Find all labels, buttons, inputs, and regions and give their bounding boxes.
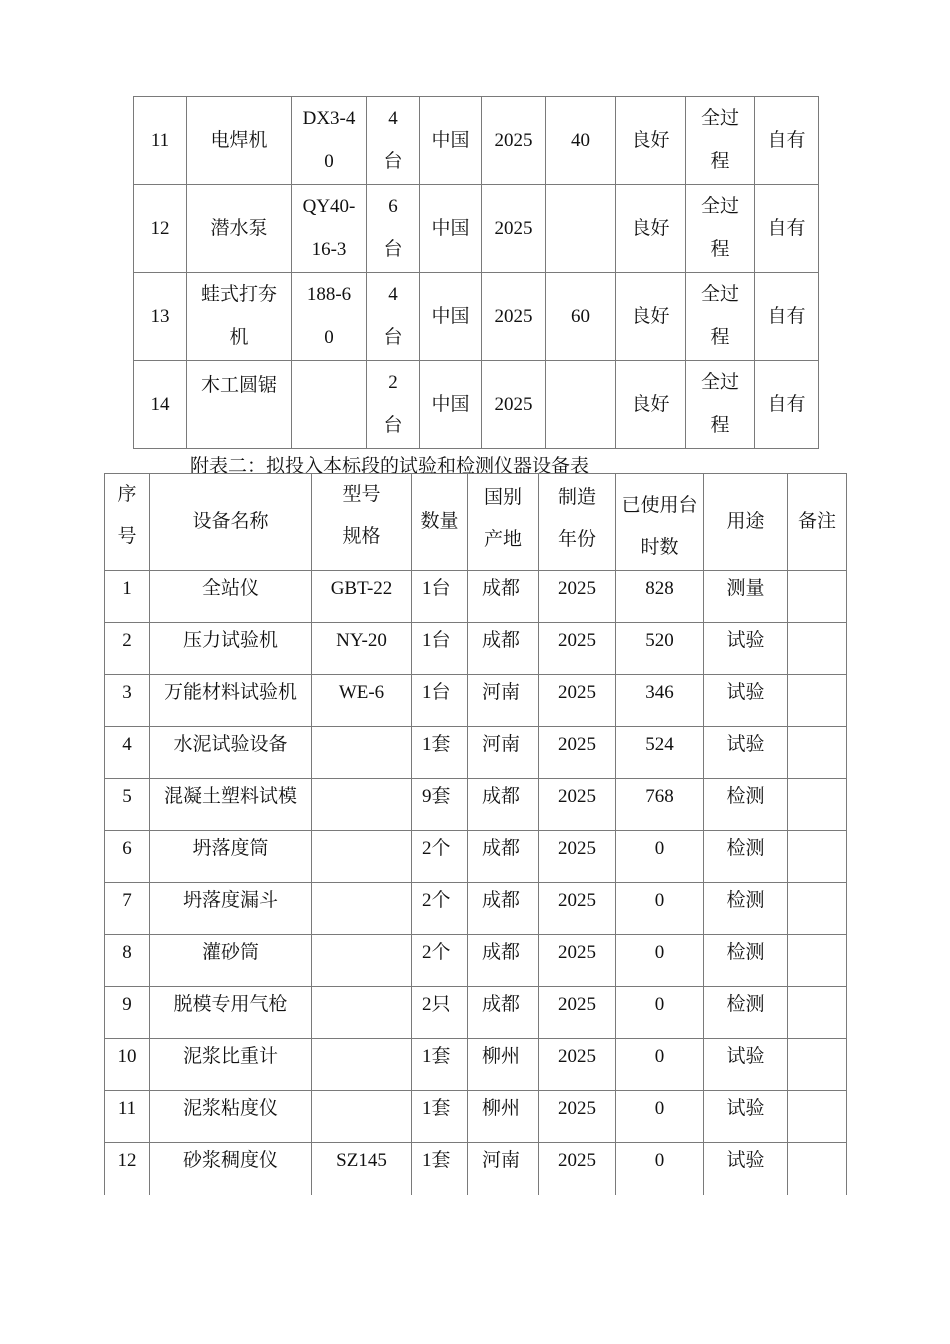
cell-remark — [788, 675, 847, 727]
cell-model: WE-6 — [312, 675, 412, 727]
header-year: 制造 年份 — [539, 474, 616, 571]
cell-model — [292, 361, 367, 449]
test-equipment-table — [104, 473, 847, 1195]
cell-hours: 0 — [616, 1039, 704, 1091]
table-row — [105, 675, 847, 727]
cell-remark — [788, 571, 847, 623]
cell-no: 2 — [105, 623, 150, 675]
cell-name: 泥浆粘度仪 — [150, 1091, 312, 1143]
cell-purpose: 检测 — [704, 883, 788, 935]
cell-model — [312, 1091, 412, 1143]
cell-year: 2025 — [539, 623, 616, 675]
cell-qty: 1台 — [412, 675, 468, 727]
cell-hours: 0 — [616, 1143, 704, 1195]
header-model: 型号 规格 — [312, 474, 412, 571]
cell-model — [312, 883, 412, 935]
cell-status: 良好 — [616, 185, 686, 273]
cell-model — [312, 1039, 412, 1091]
table-row — [134, 361, 819, 449]
cell-name: 木工圆锯 — [187, 361, 292, 449]
cell-status: 良好 — [616, 273, 686, 361]
cell-remark — [788, 935, 847, 987]
equipment-table-continued — [133, 96, 819, 449]
cell-no: 7 — [105, 883, 150, 935]
cell-year: 2025 — [482, 185, 546, 273]
cell-name: 砂浆稠度仪 — [150, 1143, 312, 1195]
cell-no: 12 — [105, 1143, 150, 1195]
header-name: 设备名称 — [150, 474, 312, 571]
cell-hours: 524 — [616, 727, 704, 779]
cell-status: 良好 — [616, 97, 686, 185]
cell-power: 60 — [546, 273, 616, 361]
cell-remark — [788, 1091, 847, 1143]
header-qty: 数量 — [412, 474, 468, 571]
cell-name: 全站仪 — [150, 571, 312, 623]
cell-no: 12 — [134, 185, 187, 273]
cell-no: 10 — [105, 1039, 150, 1091]
cell-year: 2025 — [482, 361, 546, 449]
cell-no: 14 — [134, 361, 187, 449]
cell-origin: 成都 — [468, 779, 539, 831]
table-row — [105, 727, 847, 779]
cell-owner: 自有 — [755, 185, 819, 273]
cell-name: 坍落度筒 — [150, 831, 312, 883]
cell-qty: 4 台 — [367, 97, 420, 185]
cell-year: 2025 — [539, 675, 616, 727]
cell-no: 8 — [105, 935, 150, 987]
cell-no: 11 — [134, 97, 187, 185]
table-row — [105, 1143, 847, 1195]
cell-origin: 河南 — [468, 675, 539, 727]
table-row — [134, 185, 819, 273]
table-row — [105, 1091, 847, 1143]
header-purpose: 用途 — [704, 474, 788, 571]
cell-model — [312, 831, 412, 883]
table-row — [105, 1039, 847, 1091]
cell-name: 压力试验机 — [150, 623, 312, 675]
cell-model: DX3-4 0 — [292, 97, 367, 185]
cell-name: 蛙式打夯 机 — [187, 273, 292, 361]
cell-year: 2025 — [482, 273, 546, 361]
cell-model: GBT-22 — [312, 571, 412, 623]
cell-name: 混凝土塑料试模 — [150, 779, 312, 831]
cell-qty: 1套 — [412, 727, 468, 779]
cell-owner: 自有 — [755, 97, 819, 185]
cell-year: 2025 — [539, 883, 616, 935]
table-row — [134, 273, 819, 361]
cell-year: 2025 — [539, 1143, 616, 1195]
cell-remark — [788, 623, 847, 675]
cell-year: 2025 — [539, 571, 616, 623]
cell-year: 2025 — [539, 1091, 616, 1143]
cell-no: 13 — [134, 273, 187, 361]
cell-origin: 河南 — [468, 1143, 539, 1195]
cell-year: 2025 — [539, 779, 616, 831]
cell-year: 2025 — [539, 727, 616, 779]
cell-origin: 成都 — [468, 571, 539, 623]
cell-country: 中国 — [420, 361, 482, 449]
table-row — [105, 571, 847, 623]
cell-qty: 2个 — [412, 883, 468, 935]
cell-remark — [788, 1143, 847, 1195]
cell-year: 2025 — [539, 935, 616, 987]
cell-qty: 1套 — [412, 1091, 468, 1143]
cell-year: 2025 — [539, 831, 616, 883]
cell-model: NY-20 — [312, 623, 412, 675]
cell-qty: 1台 — [412, 571, 468, 623]
table-row — [105, 831, 847, 883]
header-origin: 国别 产地 — [468, 474, 539, 571]
cell-qty: 2个 — [412, 831, 468, 883]
cell-model — [312, 727, 412, 779]
cell-usage: 全过 程 — [686, 273, 755, 361]
cell-model: QY40- 16-3 — [292, 185, 367, 273]
table2-caption: 附表二：拟投入本标段的试验和检测仪器设备表 — [190, 456, 590, 477]
table-row — [105, 883, 847, 935]
cell-hours: 0 — [616, 935, 704, 987]
cell-owner: 自有 — [755, 273, 819, 361]
cell-no: 3 — [105, 675, 150, 727]
cell-hours: 768 — [616, 779, 704, 831]
cell-year: 2025 — [539, 987, 616, 1039]
cell-qty: 2个 — [412, 935, 468, 987]
cell-origin: 成都 — [468, 935, 539, 987]
cell-remark — [788, 987, 847, 1039]
cell-origin: 柳州 — [468, 1091, 539, 1143]
cell-model — [312, 935, 412, 987]
cell-hours: 828 — [616, 571, 704, 623]
cell-name: 坍落度漏斗 — [150, 883, 312, 935]
header-hours: 已使用台 时数 — [616, 474, 704, 571]
cell-usage: 全过 程 — [686, 361, 755, 449]
cell-hours: 0 — [616, 987, 704, 1039]
cell-country: 中国 — [420, 273, 482, 361]
cell-no: 5 — [105, 779, 150, 831]
header-remark: 备注 — [788, 474, 847, 571]
cell-name: 灌砂筒 — [150, 935, 312, 987]
cell-remark — [788, 883, 847, 935]
table-header-row — [105, 474, 847, 571]
cell-purpose: 检测 — [704, 987, 788, 1039]
cell-hours: 346 — [616, 675, 704, 727]
cell-owner: 自有 — [755, 361, 819, 449]
cell-qty: 1台 — [412, 623, 468, 675]
cell-qty: 2 台 — [367, 361, 420, 449]
table-row — [134, 97, 819, 185]
cell-country: 中国 — [420, 97, 482, 185]
cell-qty: 4 台 — [367, 273, 420, 361]
cell-purpose: 试验 — [704, 727, 788, 779]
cell-remark — [788, 1039, 847, 1091]
cell-purpose: 试验 — [704, 623, 788, 675]
cell-name: 电焊机 — [187, 97, 292, 185]
cell-hours: 0 — [616, 1091, 704, 1143]
cell-qty: 1套 — [412, 1039, 468, 1091]
cell-purpose: 测量 — [704, 571, 788, 623]
cell-name: 泥浆比重计 — [150, 1039, 312, 1091]
cell-hours: 0 — [616, 831, 704, 883]
cell-purpose: 检测 — [704, 831, 788, 883]
cell-status: 良好 — [616, 361, 686, 449]
cell-purpose: 检测 — [704, 935, 788, 987]
table-row — [105, 779, 847, 831]
cell-usage: 全过 程 — [686, 185, 755, 273]
table-row — [105, 623, 847, 675]
cell-origin: 成都 — [468, 987, 539, 1039]
cell-origin: 河南 — [468, 727, 539, 779]
cell-no: 4 — [105, 727, 150, 779]
cell-name: 水泥试验设备 — [150, 727, 312, 779]
cell-remark — [788, 727, 847, 779]
cell-remark — [788, 779, 847, 831]
cell-model — [312, 987, 412, 1039]
cell-hours: 520 — [616, 623, 704, 675]
cell-qty: 6 台 — [367, 185, 420, 273]
cell-power: 40 — [546, 97, 616, 185]
cell-year: 2025 — [539, 1039, 616, 1091]
cell-model: 188-6 0 — [292, 273, 367, 361]
cell-remark — [788, 831, 847, 883]
cell-purpose: 试验 — [704, 1091, 788, 1143]
cell-name: 万能材料试验机 — [150, 675, 312, 727]
cell-qty: 2只 — [412, 987, 468, 1039]
cell-no: 11 — [105, 1091, 150, 1143]
cell-model — [312, 779, 412, 831]
cell-origin: 成都 — [468, 883, 539, 935]
cell-purpose: 检测 — [704, 779, 788, 831]
cell-year: 2025 — [482, 97, 546, 185]
cell-origin: 柳州 — [468, 1039, 539, 1091]
table-row — [105, 935, 847, 987]
cell-qty: 9套 — [412, 779, 468, 831]
cell-no: 9 — [105, 987, 150, 1039]
cell-purpose: 试验 — [704, 675, 788, 727]
cell-power — [546, 361, 616, 449]
cell-country: 中国 — [420, 185, 482, 273]
cell-origin: 成都 — [468, 623, 539, 675]
cell-origin: 成都 — [468, 831, 539, 883]
cell-hours: 0 — [616, 883, 704, 935]
cell-purpose: 试验 — [704, 1039, 788, 1091]
cell-model: SZ145 — [312, 1143, 412, 1195]
cell-name: 脱模专用气枪 — [150, 987, 312, 1039]
header-no: 序 号 — [105, 474, 150, 571]
cell-qty: 1套 — [412, 1143, 468, 1195]
cell-name: 潜水泵 — [187, 185, 292, 273]
cell-no: 1 — [105, 571, 150, 623]
cell-no: 6 — [105, 831, 150, 883]
cell-purpose: 试验 — [704, 1143, 788, 1195]
cell-power — [546, 185, 616, 273]
table-row — [105, 987, 847, 1039]
cell-usage: 全过 程 — [686, 97, 755, 185]
